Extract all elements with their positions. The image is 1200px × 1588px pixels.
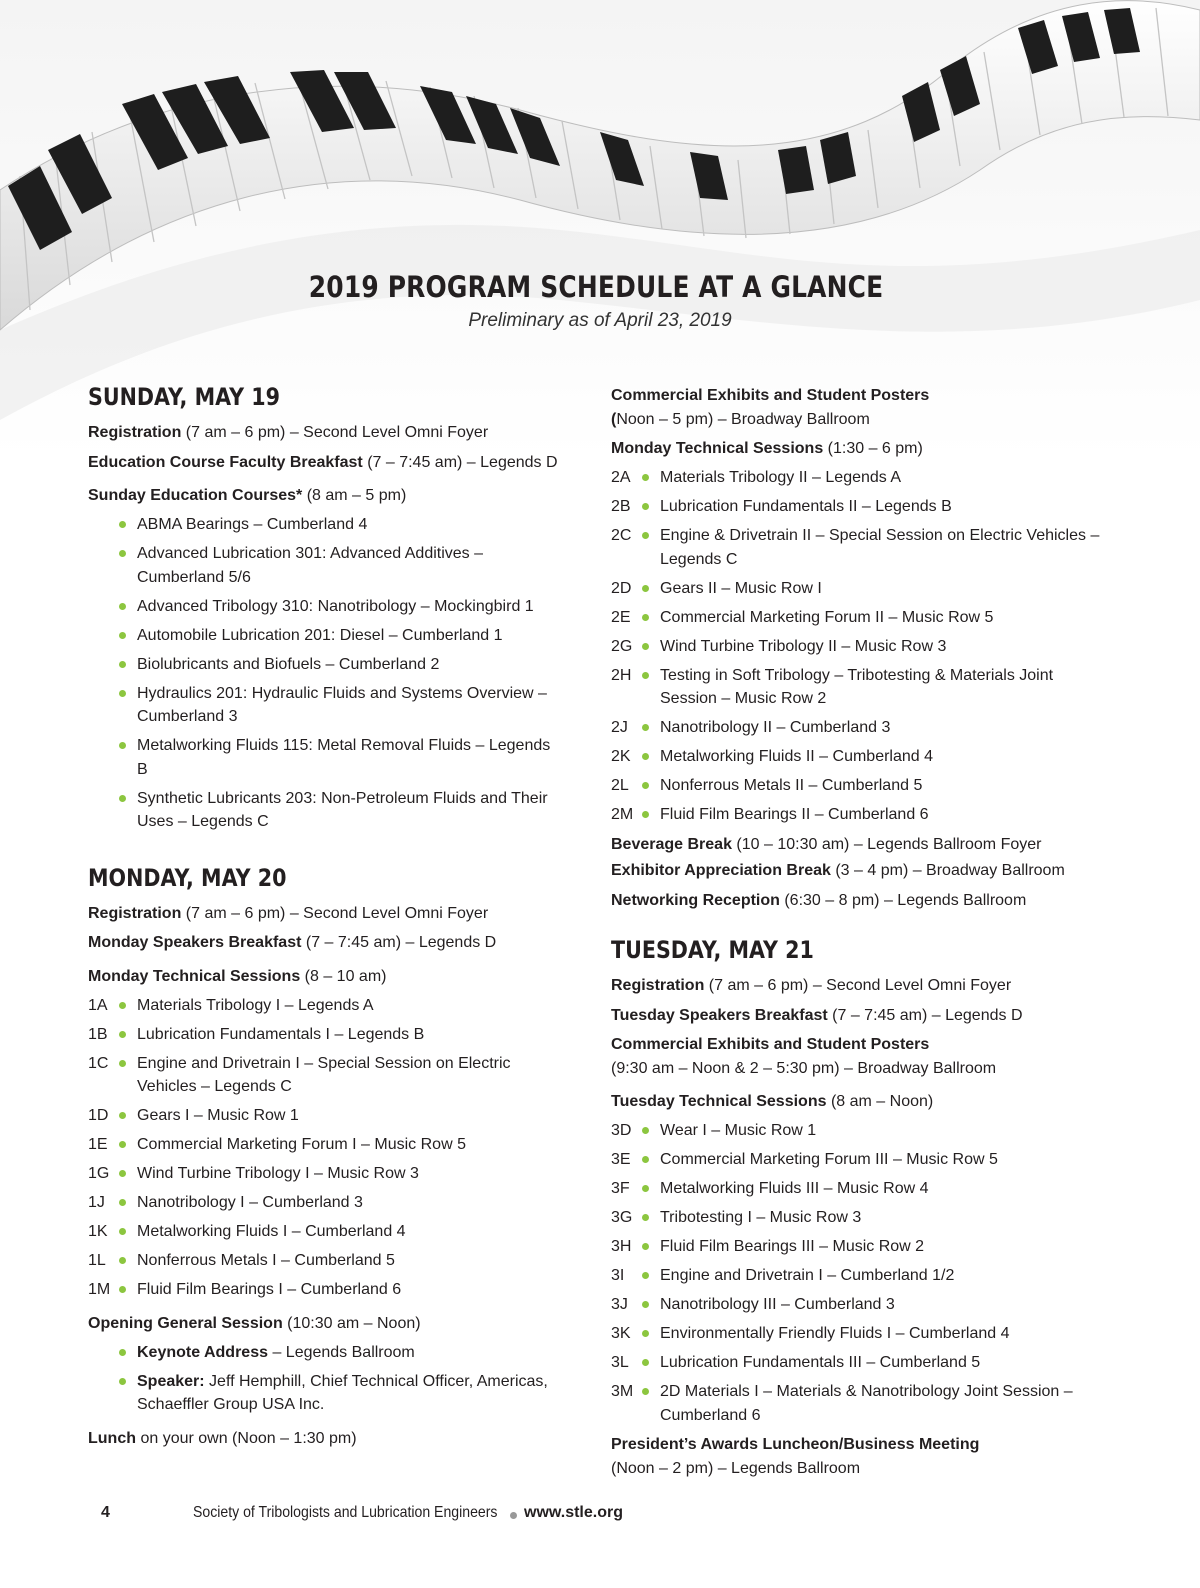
session-code: 2B	[611, 498, 631, 515]
session-item	[611, 635, 1111, 659]
session-item	[611, 1177, 1111, 1201]
session-title: Metalworking Fluids III – Music Row 4	[660, 1180, 929, 1197]
session-title: Gears II – Music Row I	[660, 579, 822, 597]
session-code: 2M	[611, 806, 634, 823]
bullet-dot-icon	[642, 1330, 649, 1337]
session-item	[611, 1148, 1111, 1172]
session-title: Nonferrous Metals II – Cumberland 5	[660, 777, 923, 794]
presidents-awards-luncheon: President’s Awards Luncheon/Business Meeting (Noon – 2 pm) – Legends Ballroom	[611, 1436, 980, 1477]
session-code: 1J	[88, 1194, 105, 1211]
session-code: 3L	[611, 1354, 629, 1371]
bullet-dot-icon	[119, 1349, 126, 1356]
monday-am-session-list	[88, 994, 558, 1302]
sunday-faculty-breakfast: Education Course Faculty Breakfast (7 – 7:45 am) – Legends D	[88, 453, 558, 471]
session-title: Nanotribology III – Cumberland 3	[660, 1296, 895, 1313]
session-title: Gears I – Music Row 1	[137, 1107, 299, 1124]
website-link[interactable]: www.stle.org	[524, 1504, 623, 1521]
session-code: 3M	[611, 1383, 634, 1400]
session-code: 1G	[88, 1165, 110, 1182]
sunday-registration: Registration (7 am – 6 pm) – Second Level Omni Foyer	[88, 424, 489, 441]
list-item: Biolubricants and Biofuels – Cumberland 2	[88, 653, 558, 677]
session-item	[611, 1119, 1111, 1143]
tuesday-technical-sessions: Tuesday Technical Sessions (8 am – Noon)	[611, 1093, 934, 1110]
bullet-dot-icon	[642, 503, 649, 510]
session-item	[611, 1322, 1111, 1346]
opening-session-list	[88, 1341, 558, 1417]
tuesday-speakers-breakfast: Tuesday Speakers Breakfast (7 – 7:45 am) – Legends D	[611, 1006, 1023, 1024]
session-title: Engine & Drivetrain II – Special Session on Electric Vehicles – Legends C	[660, 527, 1100, 568]
session-code: 2K	[611, 748, 631, 765]
session-item	[611, 1235, 1111, 1259]
session-title: Tribotesting I – Music Row 3	[660, 1209, 862, 1226]
monday-exhibits: Commercial Exhibits and Student Posters (Noon – 5 pm) – Broadway Ballroom	[611, 387, 930, 428]
session-title: Nanotribology I – Cumberland 3	[137, 1194, 363, 1211]
session-item	[611, 803, 1111, 827]
session-item	[88, 1133, 558, 1157]
session-item	[611, 1351, 1111, 1375]
tuesday-registration: Registration (7 am – 6 pm) – Second Level Omni Foyer	[611, 977, 1012, 994]
bullet-dot-icon	[642, 782, 649, 789]
session-code: 2J	[611, 719, 628, 736]
bullet-dot-icon	[119, 1002, 126, 1009]
bullet-dot-icon	[642, 672, 649, 679]
bullet-dot-icon	[642, 1388, 649, 1395]
list-item: Keynote Address – Legends Ballroom	[88, 1341, 558, 1365]
bullet-dot-icon	[642, 585, 649, 592]
bullet-dot-icon	[642, 724, 649, 731]
session-item	[88, 1023, 558, 1047]
bullet-dot-icon	[642, 753, 649, 760]
session-code: 3K	[611, 1325, 631, 1342]
session-title: Lubrication Fundamentals I – Legends B	[137, 1025, 425, 1043]
session-code: 1C	[88, 1054, 109, 1072]
session-code: 1B	[88, 1025, 108, 1043]
session-code: 2H	[611, 666, 632, 684]
session-title: Wind Turbine Tribology I – Music Row 3	[137, 1165, 419, 1182]
bullet-dot-icon	[119, 632, 126, 639]
bullet-dot-icon	[119, 1378, 126, 1385]
monday-registration: Registration (7 am – 6 pm) – Second Level Omni Foyer	[88, 904, 489, 922]
bullet-dot-icon	[119, 661, 126, 668]
bullet-dot-icon	[642, 532, 649, 539]
session-code: 3E	[611, 1151, 631, 1168]
bullet-dot-icon	[119, 1112, 126, 1119]
separator-dot-icon	[510, 1512, 517, 1519]
session-title: 2D Materials I – Materials & Nanotribology Joint Session – Cumberland 6	[660, 1383, 1073, 1424]
monday-technical-sessions-pm: Monday Technical Sessions (1:30 – 6 pm)	[611, 440, 923, 457]
beverage-break: Beverage Break (10 – 10:30 am) – Legends Ballroom Foyer	[611, 835, 1042, 853]
list-item: Hydraulics 201: Hydraulic Fluids and Systems Overview – Cumberland 3	[88, 682, 558, 729]
list-item: Automobile Lubrication 201: Diesel – Cumberland 1	[88, 624, 558, 648]
session-item	[611, 664, 1111, 711]
bullet-dot-icon	[642, 1301, 649, 1308]
session-code: 2A	[611, 469, 631, 486]
session-item	[88, 1052, 558, 1099]
organization-name: Society of Tribologists and Lubrication Engineers	[193, 1504, 498, 1521]
session-item	[88, 1278, 558, 1302]
session-title: Materials Tribology II – Legends A	[660, 469, 902, 486]
list-item: Advanced Tribology 310: Nanotribology – Mockingbird 1	[88, 595, 558, 619]
session-code: 1K	[88, 1223, 108, 1240]
session-code: 2G	[611, 637, 633, 655]
session-title: Testing in Soft Tribology – Tribotesting & Materials Joint Session – Music Row 2	[660, 666, 1054, 707]
session-title: Lubrication Fundamentals III – Cumberland 5	[660, 1354, 981, 1371]
session-code: 1M	[88, 1281, 111, 1298]
session-code: 1E	[88, 1136, 108, 1153]
session-code: 3F	[611, 1180, 630, 1197]
page-number: 4	[101, 1504, 110, 1521]
session-item	[611, 524, 1111, 571]
session-code: 2L	[611, 777, 629, 794]
bullet-dot-icon	[642, 1185, 649, 1192]
session-item	[88, 1191, 558, 1215]
bullet-dot-icon	[642, 1127, 649, 1134]
sunday-education-courses: Sunday Education Courses* (8 am – 5 pm)	[88, 487, 407, 504]
bullet-dot-icon	[119, 1228, 126, 1235]
day-heading-sunday: SUNDAY, MAY 19	[88, 383, 280, 411]
list-item: Advanced Lubrication 301: Advanced Additives – Cumberland 5/6	[88, 542, 558, 589]
session-title: Commercial Marketing Forum II – Music Row 5	[660, 608, 994, 626]
monday-pm-session-list	[611, 466, 1111, 827]
monday-technical-sessions-am: Monday Technical Sessions (8 – 10 am)	[88, 967, 387, 985]
opening-general-session: Opening General Session (10:30 am – Noon)	[88, 1314, 421, 1332]
session-code: 1L	[88, 1252, 106, 1269]
bullet-dot-icon	[119, 742, 126, 749]
session-title: Fluid Film Bearings I – Cumberland 6	[137, 1281, 402, 1298]
bullet-dot-icon	[119, 690, 126, 697]
session-item	[611, 495, 1111, 519]
session-item	[611, 1380, 1111, 1427]
session-item	[88, 994, 558, 1018]
bullet-dot-icon	[642, 614, 649, 621]
bullet-dot-icon	[119, 521, 126, 528]
day-heading-tuesday: TUESDAY, MAY 21	[611, 936, 814, 964]
session-title: Fluid Film Bearings II – Cumberland 6	[660, 806, 929, 823]
page-footer	[0, 1504, 1200, 1528]
tuesday-session-list	[611, 1119, 1111, 1427]
session-title: Engine and Drivetrain I – Cumberland 1/2	[660, 1267, 955, 1284]
session-title: Fluid Film Bearings III – Music Row 2	[660, 1238, 925, 1255]
session-item	[611, 577, 1111, 601]
session-code: 2C	[611, 527, 632, 544]
session-item	[611, 745, 1111, 769]
tuesday-exhibits: Commercial Exhibits and Student Posters (9:30 am – Noon & 2 – 5:30 pm) – Broadway Ballroom	[611, 1036, 997, 1077]
bullet-dot-icon	[642, 643, 649, 650]
session-code: 1A	[88, 996, 108, 1014]
bullet-dot-icon	[119, 1286, 126, 1293]
bullet-dot-icon	[119, 1031, 126, 1038]
monday-lunch: Lunch on your own (Noon – 1:30 pm)	[88, 1429, 357, 1447]
bullet-dot-icon	[119, 795, 126, 802]
session-code: 3I	[611, 1267, 625, 1284]
session-title: Nanotribology II – Cumberland 3	[660, 719, 891, 736]
session-item	[88, 1249, 558, 1273]
session-code: 1D	[88, 1107, 109, 1124]
sunday-course-list	[88, 513, 558, 834]
session-code: 3G	[611, 1209, 633, 1226]
bullet-dot-icon	[642, 1214, 649, 1221]
networking-reception: Networking Reception (6:30 – 8 pm) – Legends Ballroom	[611, 891, 1027, 909]
session-item	[611, 1206, 1111, 1230]
list-item: Synthetic Lubricants 203: Non-Petroleum Fluids and Their Uses – Legends C	[88, 787, 558, 834]
session-title: Nonferrous Metals I – Cumberland 5	[137, 1252, 395, 1269]
bullet-dot-icon	[119, 1170, 126, 1177]
session-code: 2E	[611, 608, 631, 626]
session-title: Lubrication Fundamentals II – Legends B	[660, 498, 952, 515]
bullet-dot-icon	[119, 1060, 126, 1067]
bullet-dot-icon	[642, 811, 649, 818]
bullet-dot-icon	[119, 1141, 126, 1148]
bullet-dot-icon	[119, 1257, 126, 1264]
session-item	[611, 606, 1111, 630]
right-column	[611, 384, 1111, 1480]
session-item	[611, 1293, 1111, 1317]
page-subtitle: Preliminary as of April 23, 2019	[468, 310, 732, 331]
session-title: Environmentally Friendly Fluids I – Cumberland 4	[660, 1325, 1010, 1342]
session-item	[88, 1104, 558, 1128]
session-title: Commercial Marketing Forum III – Music Row 5	[660, 1151, 998, 1168]
list-item: Metalworking Fluids 115: Metal Removal Fluids – Legends B	[88, 734, 558, 781]
bullet-dot-icon	[119, 603, 126, 610]
bullet-dot-icon	[119, 550, 126, 557]
day-heading-monday: MONDAY, MAY 20	[88, 863, 287, 892]
bullet-dot-icon	[642, 1272, 649, 1279]
list-item: ABMA Bearings – Cumberland 4	[88, 513, 558, 537]
session-title: Wear I – Music Row 1	[660, 1122, 817, 1139]
session-item	[611, 774, 1111, 798]
session-item	[611, 1264, 1111, 1288]
page-title: 2019 PROGRAM SCHEDULE AT A GLANCE	[308, 270, 884, 304]
session-code: 3D	[611, 1122, 632, 1139]
session-item	[611, 466, 1111, 490]
session-title: Wind Turbine Tribology II – Music Row 3	[660, 637, 947, 655]
session-title: Metalworking Fluids I – Cumberland 4	[137, 1223, 406, 1240]
session-title: Materials Tribology I – Legends A	[137, 996, 374, 1014]
session-item	[611, 716, 1111, 740]
session-code: 3J	[611, 1296, 628, 1313]
left-column	[88, 383, 558, 1450]
bullet-dot-icon	[642, 1359, 649, 1366]
exhibitor-appreciation-break: Exhibitor Appreciation Break (3 – 4 pm) – Broadway Ballroom	[611, 862, 1065, 879]
session-code: 2D	[611, 579, 632, 597]
session-item	[88, 1162, 558, 1186]
monday-speakers-breakfast: Monday Speakers Breakfast (7 – 7:45 am) – Legends D	[88, 934, 497, 951]
bullet-dot-icon	[642, 474, 649, 481]
session-title: Commercial Marketing Forum I – Music Row 5	[137, 1136, 466, 1153]
bullet-dot-icon	[642, 1243, 649, 1250]
list-item: Speaker: Jeff Hemphill, Chief Technical Officer, Americas, Schaeffler Group USA Inc.	[88, 1370, 558, 1417]
session-item	[88, 1220, 558, 1244]
session-code: 3H	[611, 1238, 632, 1255]
bullet-dot-icon	[119, 1199, 126, 1206]
session-title: Engine and Drivetrain I – Special Session on Electric Vehicles – Legends C	[137, 1054, 511, 1095]
session-title: Metalworking Fluids II – Cumberland 4	[660, 748, 934, 765]
bullet-dot-icon	[642, 1156, 649, 1163]
